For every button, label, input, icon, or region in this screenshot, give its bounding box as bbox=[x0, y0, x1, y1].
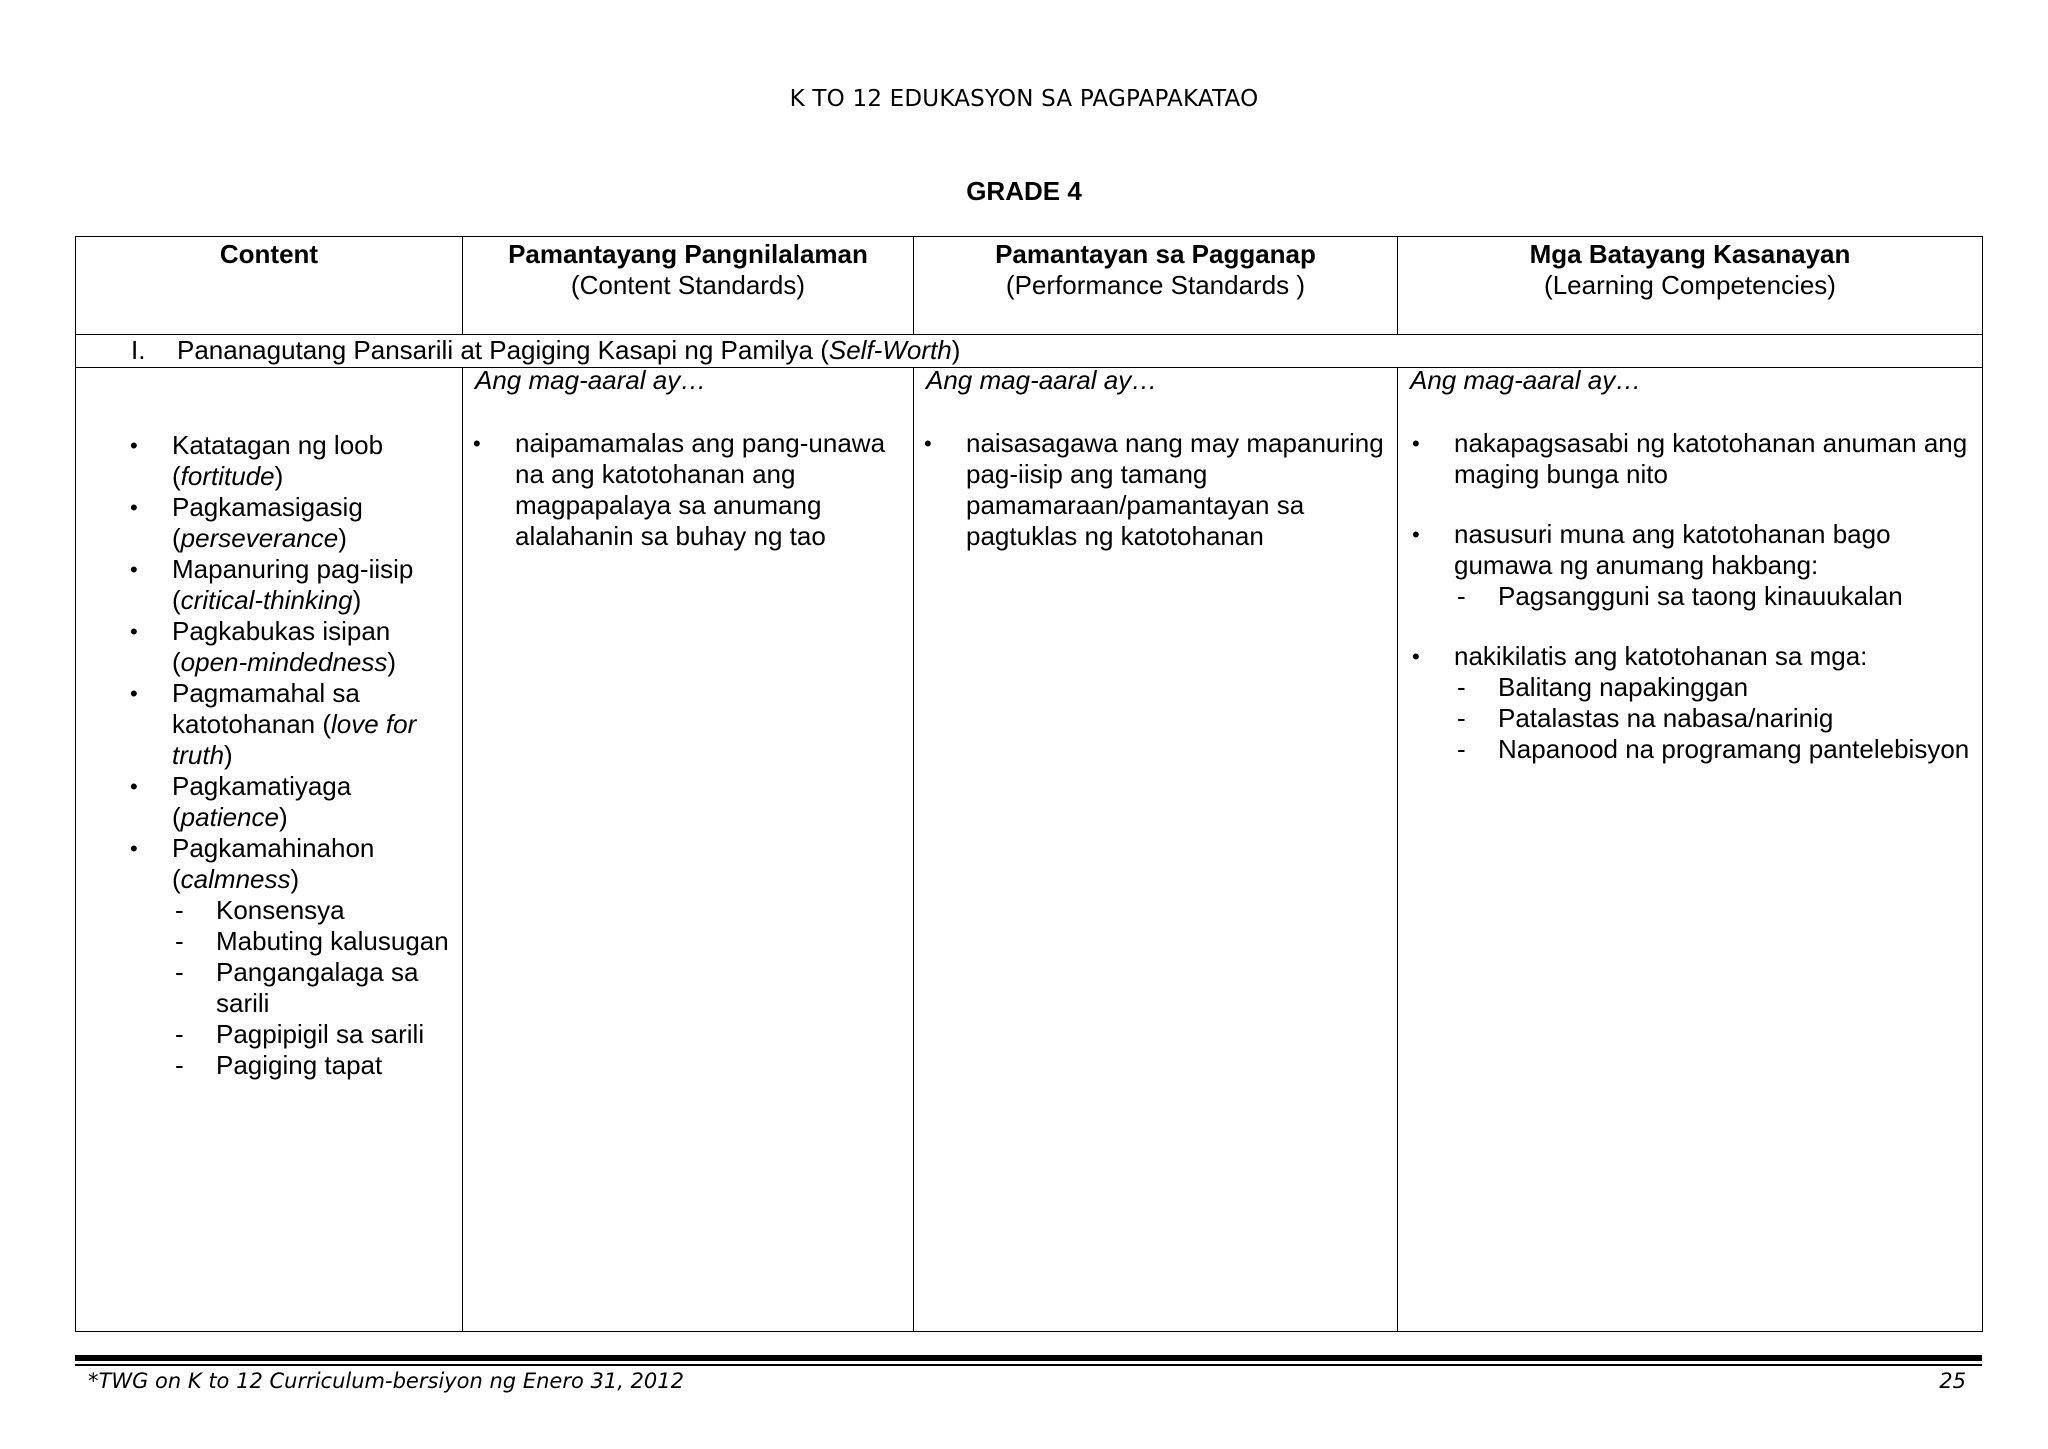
sub-list bbox=[1454, 581, 1976, 612]
content-cell bbox=[76, 368, 463, 1332]
list-item: • naisasagawa nang may mapanuring pag-iisip ang tamang pamamaraan/pamantayan sa pagtuklas ng katotohanan bbox=[922, 428, 1391, 552]
column-header-performance-standards bbox=[914, 237, 1398, 335]
item-italic: calmness bbox=[180, 864, 291, 894]
item-italic: fortitude bbox=[180, 461, 275, 491]
list-item bbox=[128, 430, 456, 492]
intro-text: Ang mag-aaral ay… bbox=[475, 365, 707, 395]
page-number: 25 bbox=[1939, 1369, 1966, 1393]
sub-list-item: - Pagpipigil sa sarili bbox=[172, 1019, 456, 1050]
column-header-content-standards bbox=[463, 237, 914, 335]
list-item bbox=[1410, 519, 1976, 612]
column-title: Pamantayang Pangnilalaman bbox=[508, 239, 868, 269]
sub-list-item: - Patalastas na nabasa/narinig bbox=[1454, 703, 1976, 734]
list-item bbox=[128, 492, 456, 554]
learning-competencies-list bbox=[1410, 519, 1976, 612]
list-item bbox=[128, 554, 456, 616]
sub-list-item: - Napanood na programang pantelebisyon bbox=[1454, 734, 1976, 765]
item-italic: critical-thinking bbox=[180, 585, 353, 615]
intro-text: Ang mag-aaral ay… bbox=[1410, 365, 1642, 395]
list-item: • nakapagsasabi ng katotohanan anuman ang maging bunga nito bbox=[1410, 428, 1976, 490]
item-end: ) bbox=[278, 802, 288, 832]
column-header-content bbox=[76, 237, 463, 335]
list-item: • naipamamalas ang pang-unawa na ang katotohanan ang magpapalaya sa anumang alalahanin sa buhay ng tao bbox=[471, 428, 907, 552]
footer-note: *TWG on K to 12 Curriculum-bersiyon ng Enero 31, 2012 bbox=[88, 1369, 684, 1393]
column-title: Content bbox=[219, 239, 319, 269]
list-item bbox=[1410, 641, 1976, 765]
item-italic: perseverance bbox=[180, 523, 339, 553]
sub-list-item: - Pagsangguni sa taong kinauukalan bbox=[1454, 581, 1976, 612]
table-header-row bbox=[76, 237, 1983, 335]
item-italic: patience bbox=[180, 802, 279, 832]
item-text: nasusuri muna ang katotohanan bago gumawa ng anumang hakbang: bbox=[1454, 519, 1891, 580]
section-title: Pananagutang Pansarili at Pagiging Kasapi ng Pamilya ( bbox=[177, 335, 829, 365]
learning-competencies-list bbox=[1410, 428, 1976, 490]
list-item bbox=[128, 678, 456, 771]
item-end: ) bbox=[352, 585, 362, 615]
footer-divider-thick bbox=[75, 1355, 1982, 1361]
column-subtitle: (Content Standards) bbox=[570, 270, 806, 300]
item-text: Pagmamahal sa katotohanan ( bbox=[172, 678, 360, 739]
learning-competencies-list bbox=[1410, 641, 1976, 765]
item-end: ) bbox=[224, 740, 233, 770]
learning-competencies-cell bbox=[1398, 365, 1983, 1332]
grade-title: GRADE 4 bbox=[966, 176, 1082, 206]
sub-list-item: - Pagiging tapat bbox=[172, 1050, 456, 1081]
sub-list bbox=[1454, 672, 1976, 765]
item-text: Pagkamatiyaga ( bbox=[172, 771, 352, 832]
column-header-learning-competencies bbox=[1398, 237, 1983, 335]
content-list bbox=[128, 430, 456, 1081]
section-body-row bbox=[76, 368, 1983, 1332]
performance-standards-list bbox=[922, 428, 1391, 552]
section-number: I. bbox=[131, 335, 146, 365]
item-text: Pagkamahinahon ( bbox=[172, 833, 375, 894]
list-item bbox=[128, 833, 456, 1081]
item-end: ) bbox=[290, 864, 300, 894]
column-title: Pamantayan sa Pagganap bbox=[995, 239, 1316, 269]
item-text: Mapanuring pag-iisip ( bbox=[172, 554, 414, 615]
item-italic: love for truth bbox=[172, 709, 417, 770]
item-text: Pagkamasigasig ( bbox=[172, 492, 363, 553]
item-end: ) bbox=[338, 523, 347, 553]
sub-list-item: - Mabuting kalusugan bbox=[172, 926, 456, 957]
item-text: Pagkabukas isipan ( bbox=[172, 616, 391, 677]
item-text: Katatagan ng loob ( bbox=[172, 430, 384, 491]
content-standards-cell bbox=[463, 365, 914, 1332]
column-title: Mga Batayang Kasanayan bbox=[1529, 239, 1851, 269]
sub-list-item: - Pangangalaga sa sarili bbox=[172, 957, 456, 1019]
footer-divider-thin bbox=[75, 1364, 1982, 1366]
list-item bbox=[128, 616, 456, 678]
intro-text: Ang mag-aaral ay… bbox=[926, 365, 1158, 395]
item-end: ) bbox=[274, 461, 284, 491]
item-text: nakikilatis ang katotohanan sa mga: bbox=[1454, 641, 1868, 671]
section-title-end: ) bbox=[951, 335, 961, 365]
item-end: ) bbox=[387, 647, 397, 677]
column-subtitle: (Performance Standards ) bbox=[1005, 270, 1306, 300]
sub-list-item: - Balitang napakinggan bbox=[1454, 672, 1976, 703]
section-title-italic: Self-Worth bbox=[828, 335, 952, 365]
section-row bbox=[76, 335, 1983, 368]
sub-list bbox=[172, 895, 456, 1081]
curriculum-table bbox=[75, 236, 1983, 1332]
content-standards-list bbox=[471, 428, 907, 552]
item-italic: open-mindedness bbox=[180, 647, 388, 677]
list-item bbox=[128, 771, 456, 833]
sub-list-item: - Konsensya bbox=[172, 895, 456, 926]
document-header: K TO 12 EDUKASYON SA PAGPAPAKATAO bbox=[789, 86, 1259, 112]
column-subtitle: (Learning Competencies) bbox=[1544, 270, 1836, 300]
section-heading bbox=[76, 335, 1983, 368]
performance-standards-cell bbox=[914, 365, 1398, 1332]
